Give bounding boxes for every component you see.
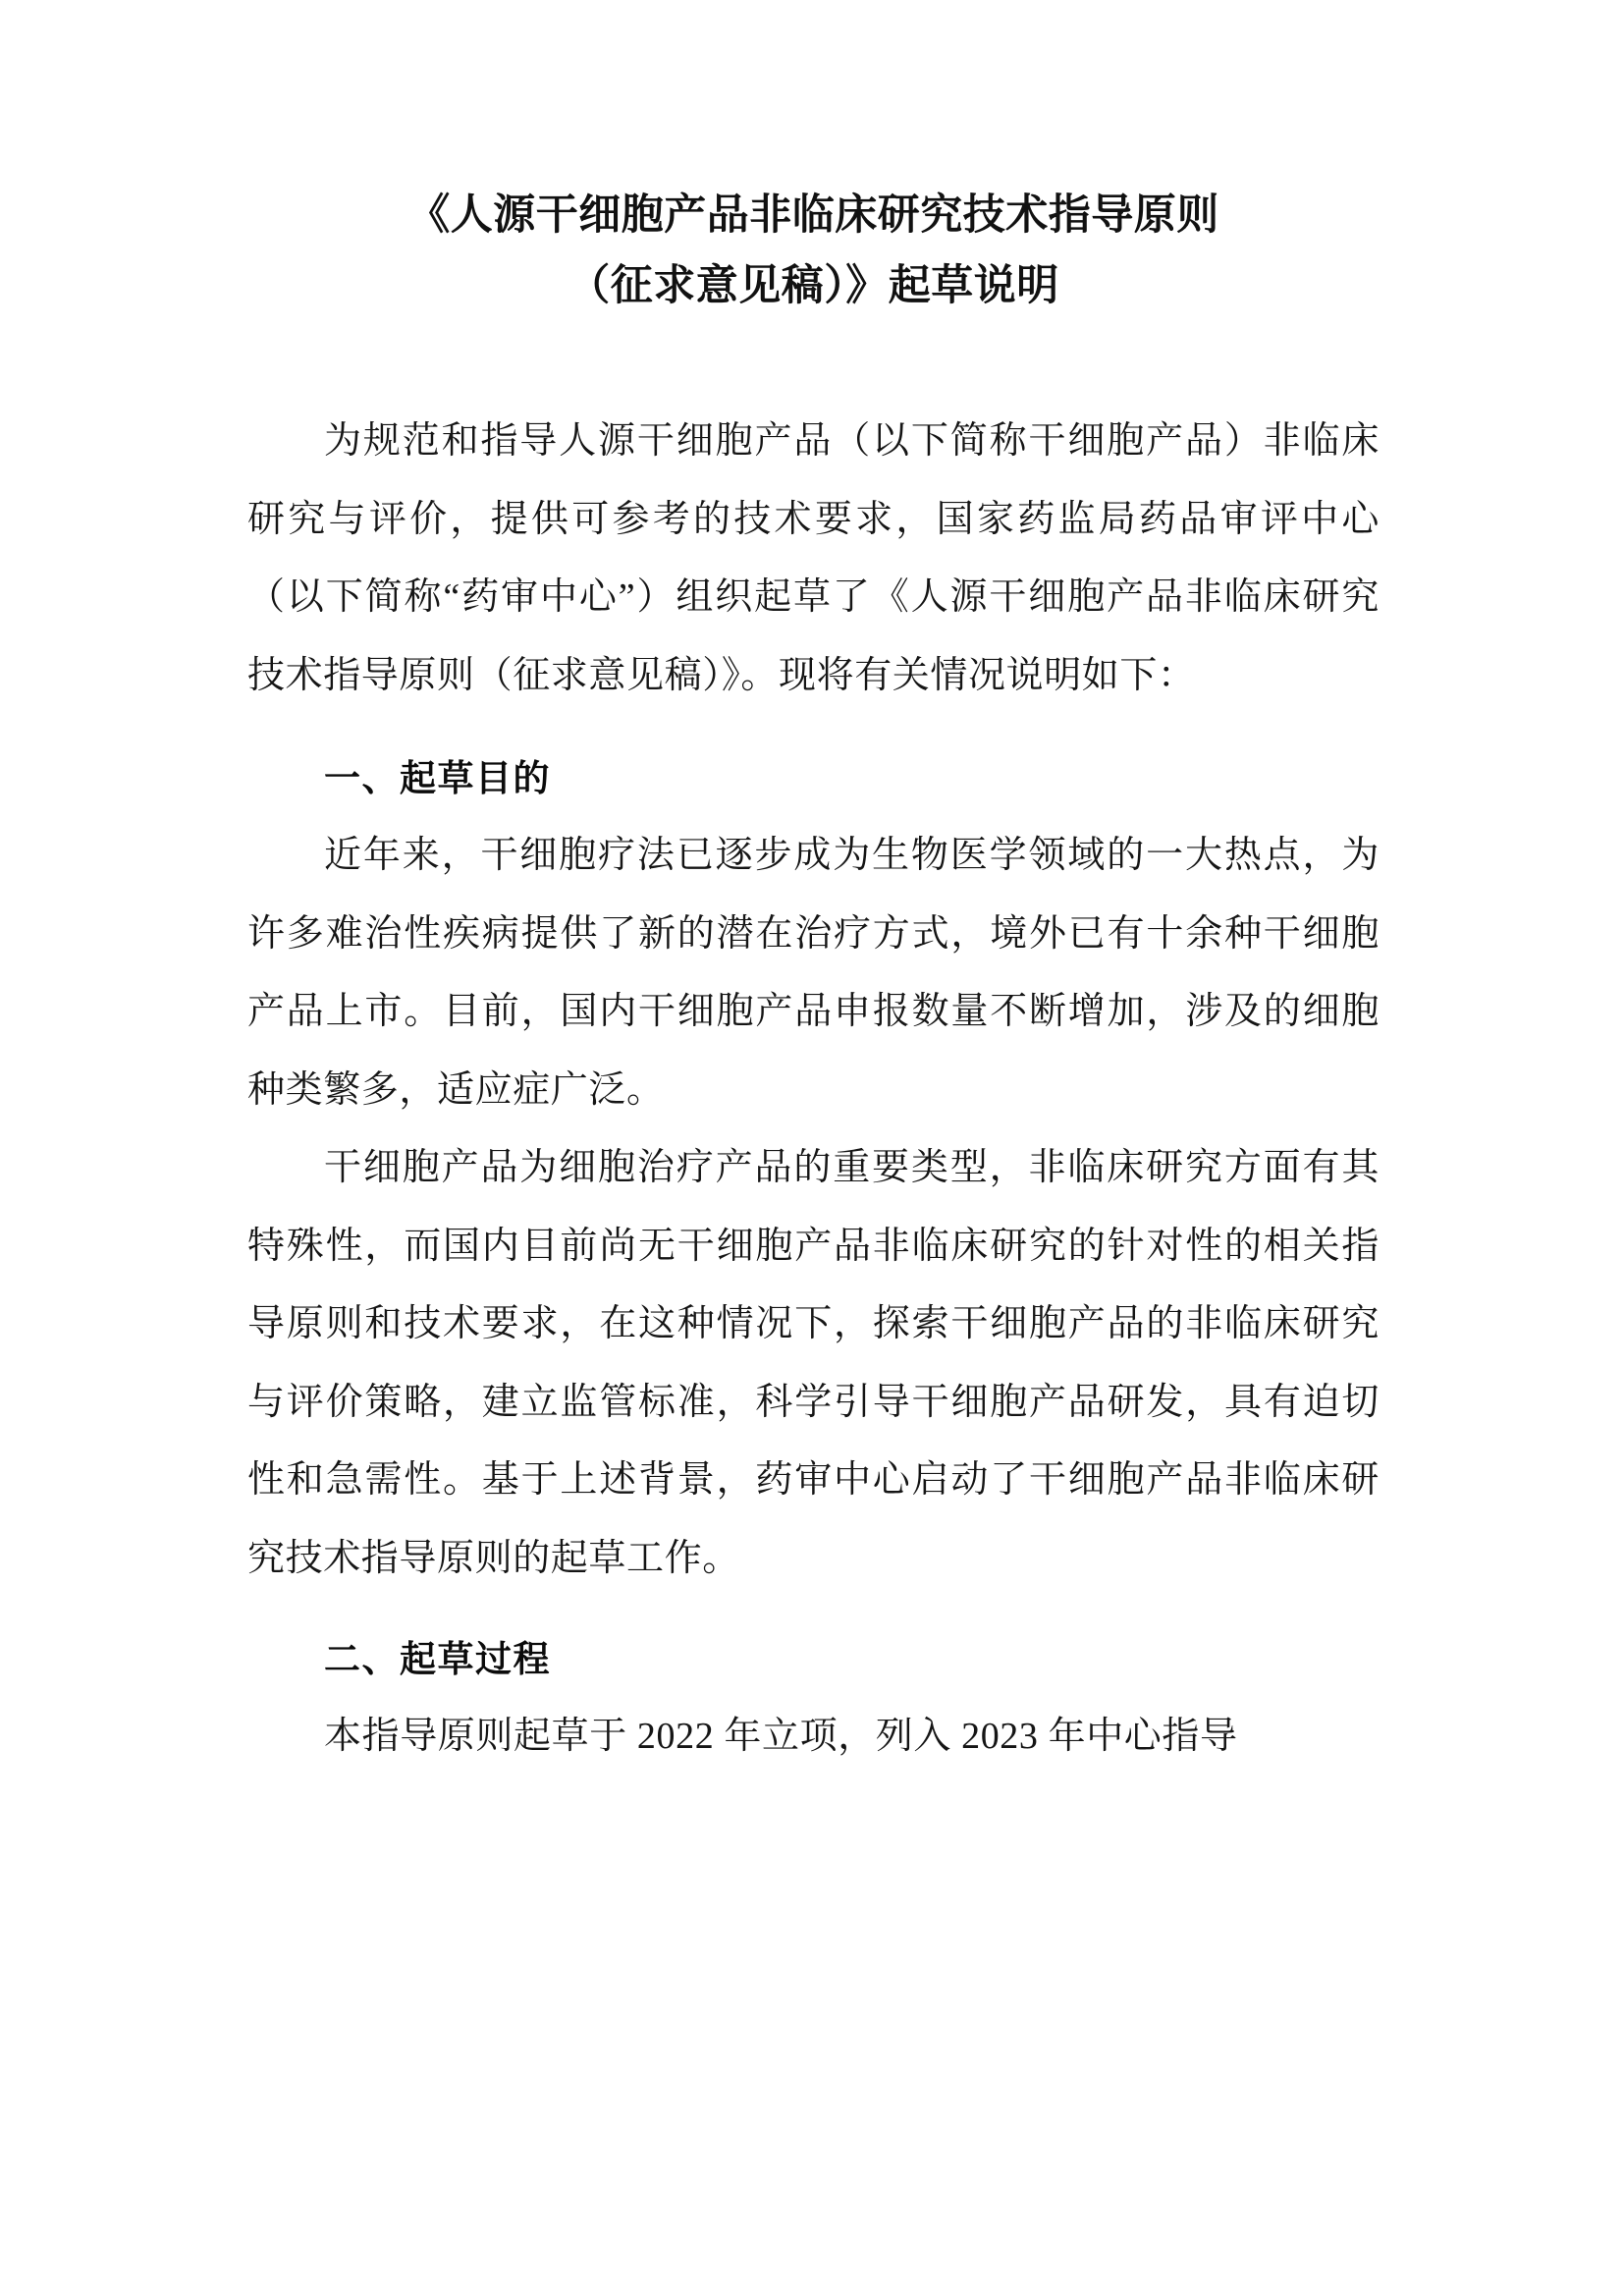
paragraph-process-1: 本指导原则起草于 2022 年立项，列入 2023 年中心指导: [324, 1716, 1238, 1757]
paragraph-purpose-1: 近年来，干细胞疗法已逐步成为生物医学领域的一大热点，为许多难治性疾病提供了新的潜在治疗方式，境外已有十余种干细胞产品上市。目前，国内干细胞产品申报数量不断增加，涉及的细胞种类繁多，适应症广泛。: [247, 835, 1380, 1111]
document-title: [247, 0, 1380, 321]
paragraph-purpose-2: 干细胞产品为细胞治疗产品的重要类型，非临床研究方面有其特殊性，而国内目前尚无干细胞产品非临床研究的针对性的相关指导原则和技术要求，在这种情况下，探索干细胞产品的非临床研究与评价策略，建立监管标准，科学引导干细胞产品研发，具有迫切性和急需性。基于上述背景，药审中心启动了干细胞产品非临床研究技术指导原则的起草工作。: [247, 1147, 1380, 1579]
document-title-line-1: 《人源干细胞产品非临床研究技术指导原则: [407, 191, 1219, 240]
page-content-column: [247, 0, 1380, 1777]
section-heading-drafting-process: 二、起草过程: [324, 1638, 551, 1680]
section-heading-drafting-purpose: 一、起草目的: [324, 757, 551, 799]
document-title-line-2: （征求意见稿）》起草说明: [568, 261, 1059, 310]
paragraph-introduction: 为规范和指导人源干细胞产品（以下简称干细胞产品）非临床研究与评价，提供可参考的技术要求，国家药监局药品审评中心（以下简称“药审中心”）组织起草了《人源干细胞产品非临床研究技术指导原则（征求意见稿）》。现将有关情况说明如下：: [247, 420, 1380, 696]
